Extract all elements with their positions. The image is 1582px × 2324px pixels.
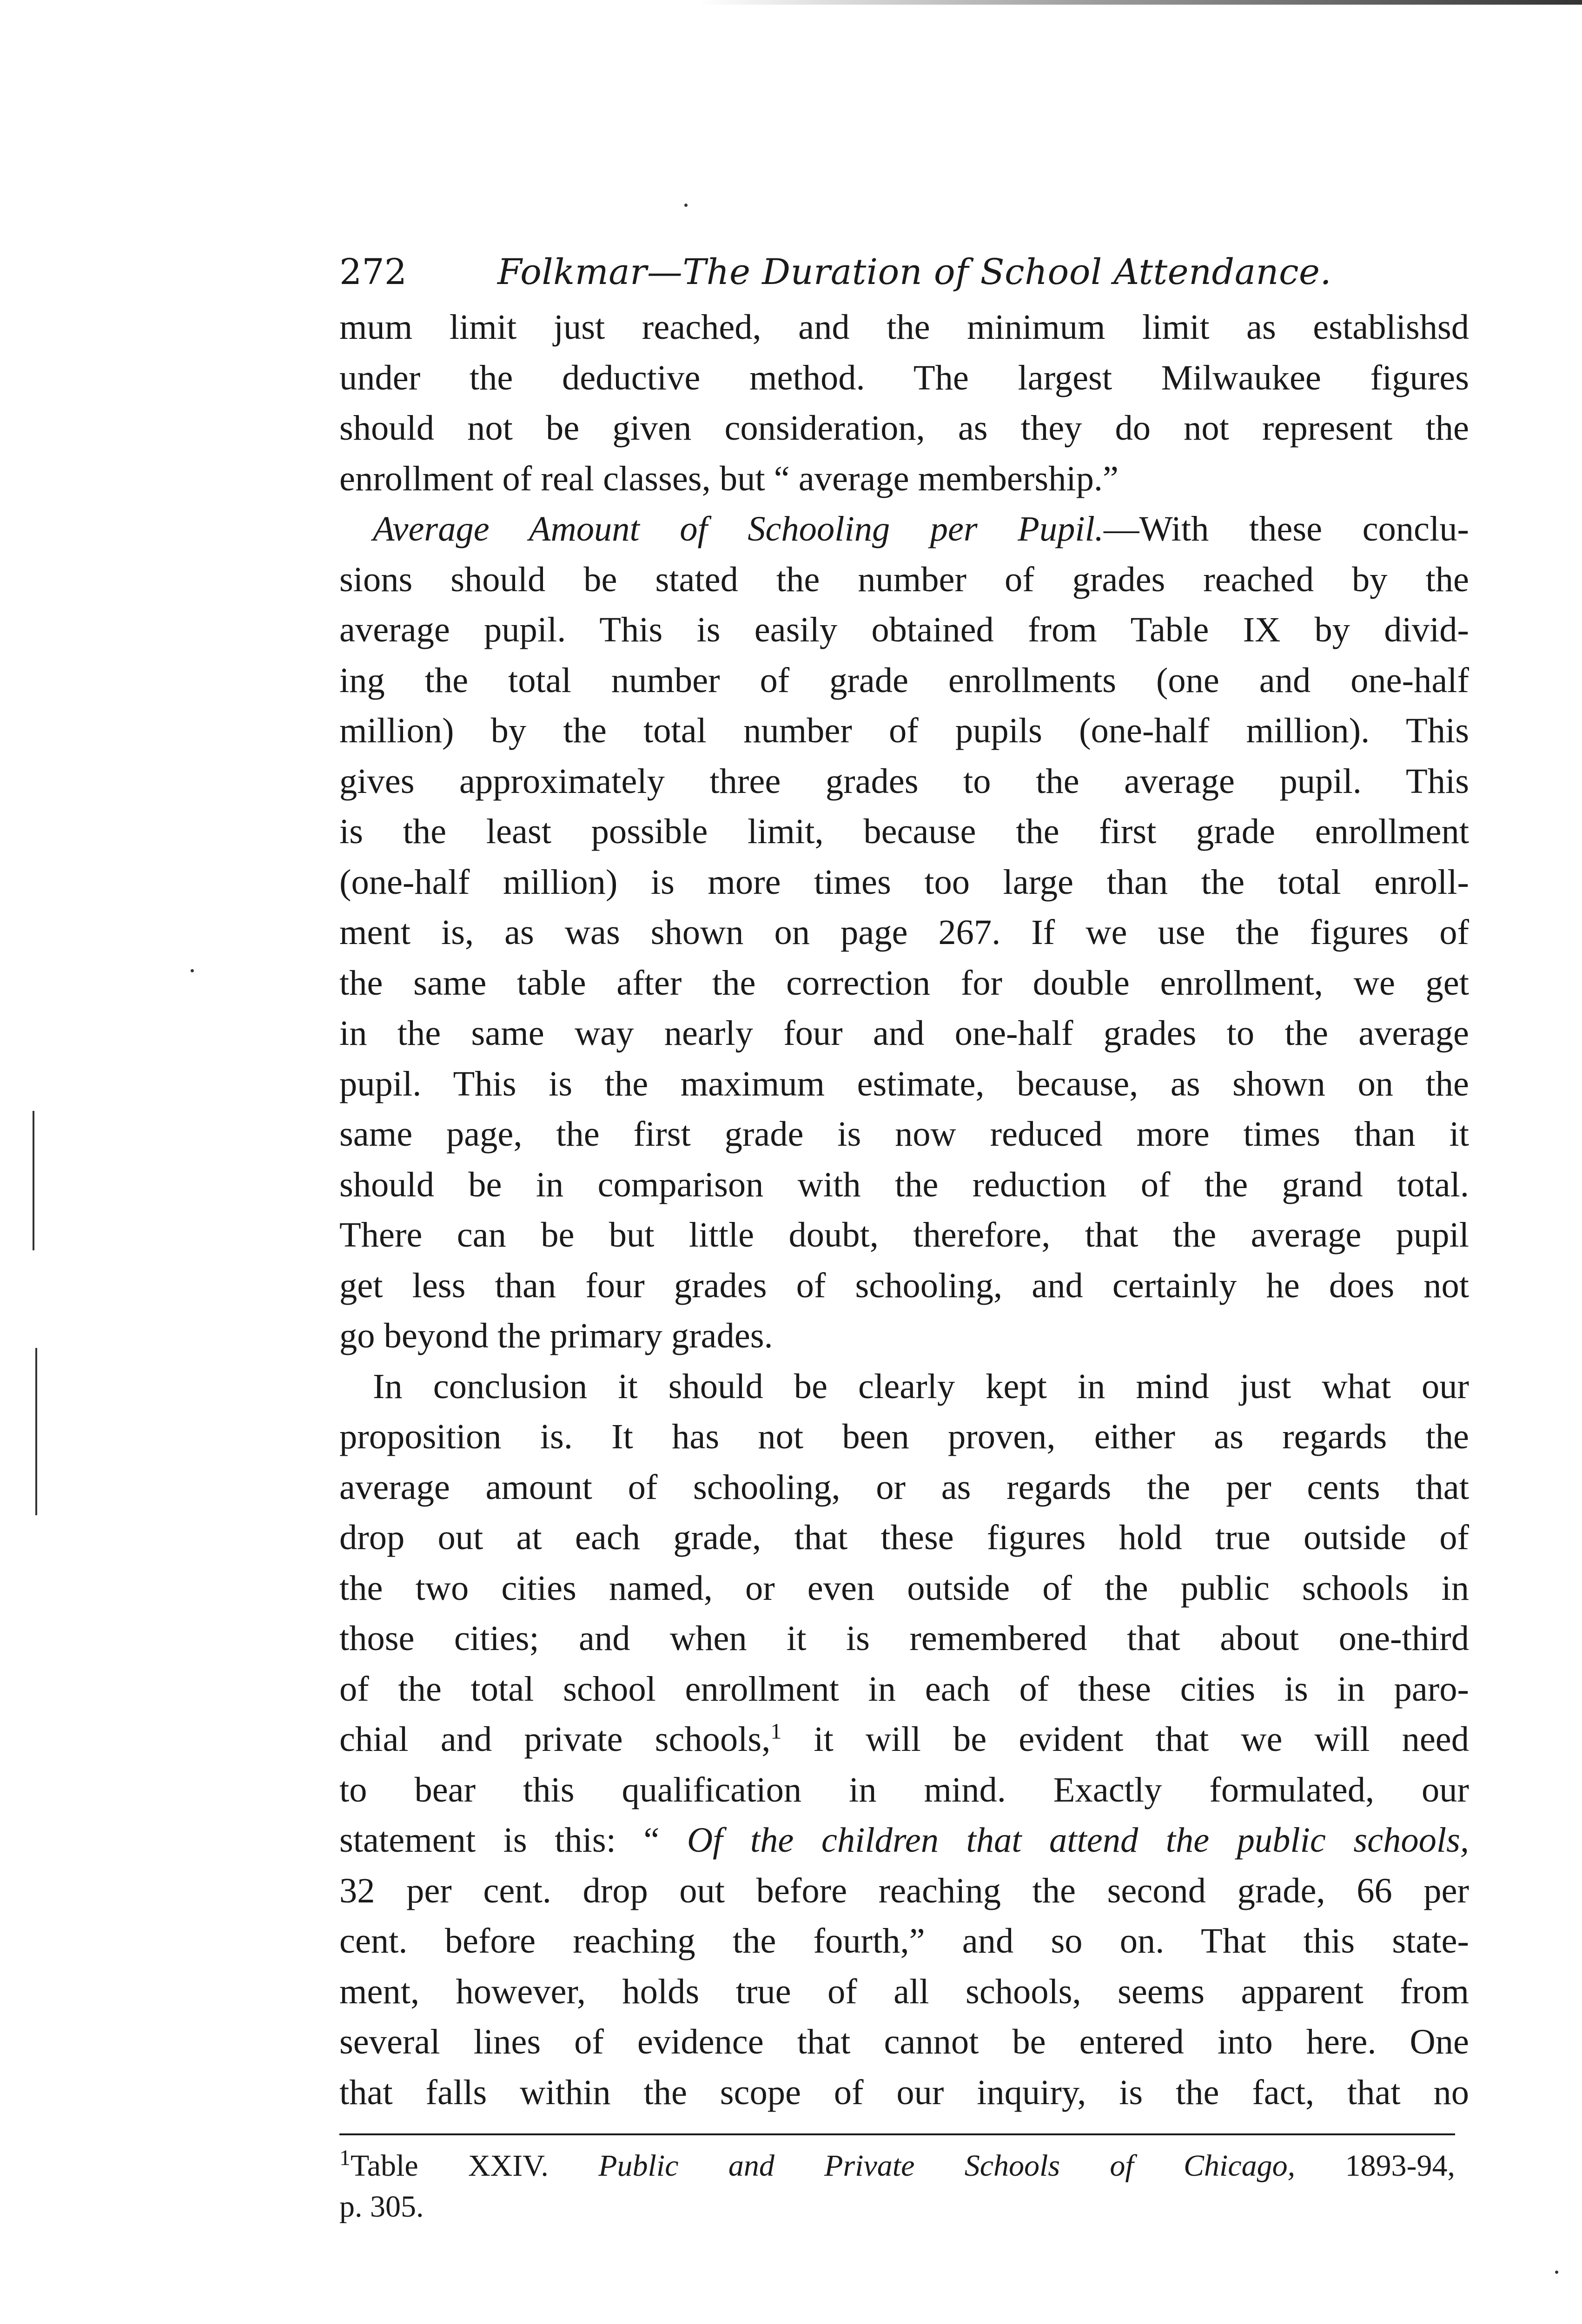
running-head xyxy=(339,251,1469,302)
book-page xyxy=(339,251,1469,2227)
text-line: the two cities named, or even outside of the public schools in xyxy=(339,1568,1469,1608)
text-line: proposition is. It has not been proven, either as regards the xyxy=(339,1417,1469,1456)
footnote-marker: 1 xyxy=(770,1719,782,1744)
text-line: mum limit just reached, and the minimum limit as establishsd xyxy=(339,307,1469,347)
scan-edge-top xyxy=(697,0,1582,5)
speck xyxy=(191,969,194,972)
text-line: that falls within the scope of our inquiry, is the fact, that no xyxy=(339,2072,1469,2112)
italic-quote: Of the children that attend the public schools, xyxy=(687,1820,1469,1860)
footnote-title: Public and Private Schools of Chicago, xyxy=(598,2149,1296,2183)
text-line: drop out at each grade, that these figures hold true outside of xyxy=(339,1518,1469,1557)
text-line: ing the total number of grade enrollments (one and one-half xyxy=(339,660,1469,700)
text-line: several lines of evidence that cannot be entered into here. One xyxy=(339,2022,1469,2061)
footnote-marker: 1 xyxy=(339,2146,351,2170)
margin-mark xyxy=(33,1111,34,1250)
text-line: 32 per cent. drop out before reaching the second grade, 66 per xyxy=(339,1870,1469,1910)
margin-mark xyxy=(35,1348,37,1515)
text-line: go beyond the primary grades. xyxy=(339,1316,773,1355)
text-line: should not be given consideration, as they do not represent the xyxy=(339,408,1469,448)
text-line: average pupil. This is easily obtained from Table IX by divid- xyxy=(339,610,1469,649)
text-line: under the deductive method. The largest Milwaukee figures xyxy=(339,357,1469,397)
text-line: (one-half million) is more times too large than the total enroll- xyxy=(339,862,1469,902)
speck xyxy=(684,204,688,207)
text-line: same page, the first grade is now reduced more times than it xyxy=(339,1114,1469,1154)
text-line: ment, however, holds true of all schools, seems apparent from xyxy=(339,1971,1469,2011)
text-line xyxy=(339,1714,1469,1765)
footnote-line xyxy=(339,2146,1455,2186)
text-line: should be in comparison with the reduction of the grand total. xyxy=(339,1164,1469,1204)
footnote-line: p. 305. xyxy=(339,2190,424,2224)
speck xyxy=(1555,2271,1558,2274)
text-line: ment is, as was shown on page 267. If we use the figures of xyxy=(339,912,1469,952)
running-title: Folkmar—The Duration of School Attendance. xyxy=(497,251,1332,292)
text-line: gives approximately three grades to the average pupil. This xyxy=(339,761,1469,801)
text-run: statement is this: “ xyxy=(339,1820,687,1860)
text-line: to bear this qualification in mind. Exactly formulated, our xyxy=(339,1769,1469,1809)
text-line xyxy=(339,1815,1469,1866)
text-line: get less than four grades of schooling, and certainly he does not xyxy=(339,1265,1469,1305)
page-number: 272 xyxy=(339,251,407,292)
text-run: 1893-94, xyxy=(1295,2149,1455,2183)
text-run: it will be evident that we will need xyxy=(781,1719,1469,1759)
footnote-divider xyxy=(339,2133,1455,2135)
text-line: In conclusion it should be clearly kept in mind just what our xyxy=(373,1366,1469,1406)
paragraph-conclusion xyxy=(339,1361,1469,2118)
text-line: the same table after the correction for double enrollment, we get xyxy=(339,963,1469,1003)
text-line: in the same way nearly four and one-half grades to the average xyxy=(339,1013,1469,1053)
section-heading: Average Amount of Schooling per Pupil. xyxy=(373,509,1104,548)
text-run: Table XXIV. xyxy=(351,2149,599,2183)
text-line: of the total school enrollment in each of these cities is in paro- xyxy=(339,1669,1469,1709)
text-run: chial and private schools, xyxy=(339,1719,771,1759)
footnote xyxy=(339,2146,1455,2227)
text-line: million) by the total number of pupils (one-half million). This xyxy=(339,711,1469,750)
paragraph-continuation xyxy=(339,302,1469,504)
text-line xyxy=(339,504,1469,555)
text-line: sions should be stated the number of grades reached by the xyxy=(339,559,1469,599)
text-line: pupil. This is the maximum estimate, because, as shown on the xyxy=(339,1063,1469,1103)
text-line: is the least possible limit, because the first grade enrollment xyxy=(339,812,1469,851)
text-run: —With these conclu- xyxy=(1104,509,1469,548)
body-text xyxy=(339,302,1469,2118)
text-line: average amount of schooling, or as regards the per cents that xyxy=(339,1467,1469,1507)
text-line: those cities; and when it is remembered that about one-third xyxy=(339,1618,1469,1658)
text-line: enrollment of real classes, but “ average membership.” xyxy=(339,458,1119,498)
text-line: There can be but little doubt, therefore, that the average pupil xyxy=(339,1215,1469,1254)
text-line: cent. before reaching the fourth,” and so on. That this state- xyxy=(339,1921,1469,1961)
paragraph-average-amount xyxy=(339,504,1469,1361)
